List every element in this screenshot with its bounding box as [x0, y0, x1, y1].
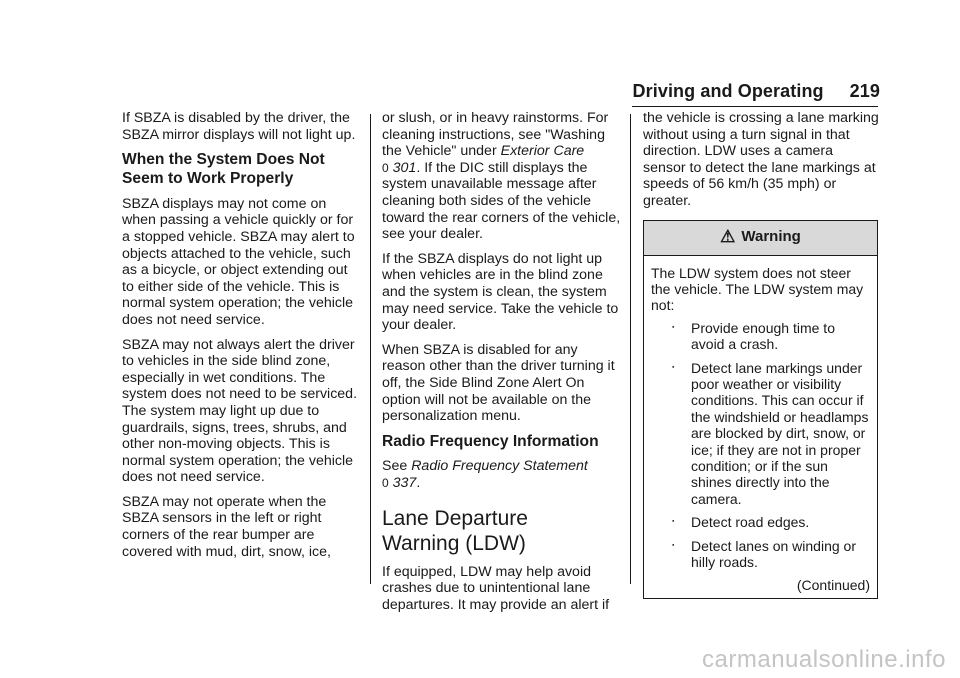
bullet-icon: ‧	[671, 513, 676, 530]
text: See	[382, 458, 412, 475]
paragraph: SBZA may not always alert the driver to vehicles in the side blind zone, especially in wet conditions. The system does not need to be serviced. The system may light up due to guardrails, signs, trees, shrubs, and other non-moving objects. This is normal system operation; the vehicle does not need service.	[122, 336, 358, 486]
text: or slush, or in heavy rainstorms. For cleaning instructions, see "Washing the Vehicle" under	[382, 110, 609, 160]
bullet-icon: ‧	[671, 318, 676, 335]
list-item	[651, 360, 870, 508]
column-divider	[630, 114, 631, 584]
list-item	[651, 538, 870, 571]
paragraph: SBZA displays may not come on when passing a vehicle quickly or for a stopped vehicle. SBZA may alert to objects attached to the vehicle, such as a bicycle, or object extending out to either side of the vehicle. This is normal system operation; the vehicle does not need service.	[122, 195, 355, 328]
cross-reference-link[interactable]: Exterior Care	[500, 143, 585, 160]
column-1	[122, 110, 362, 568]
header-rule	[632, 106, 878, 107]
paragraph: When SBZA is disabled for any reason other than the driver turning it off, the Side Blind Zone Alert On option will not be available on the personalization menu.	[382, 341, 615, 425]
cross-reference-link[interactable]: Radio Frequency Statement	[411, 458, 588, 475]
column-divider	[370, 114, 371, 584]
heading-not-working: When the System Does Not Seem to Work Properly	[122, 151, 325, 187]
page-ref-number[interactable]: 301	[392, 159, 417, 176]
warning-list	[651, 320, 870, 571]
list-item	[651, 320, 870, 353]
page-ref-arrow-icon: 0	[382, 160, 389, 175]
paragraph: the vehicle is crossing a lane marking without using a turn signal in that direction. LDW uses a camera sensor to detect the lane markings at speeds of 56 km/h (35 mph) or greater.	[643, 110, 879, 209]
paragraph: If equipped, LDW may help avoid crashes due to unintentional lane departures. It may provide an alert if	[382, 563, 610, 613]
text: . If the DIC still displays the system unavailable message after cleaning both sides of the vehicle toward the rear corners of the vehicle, see your dealer.	[382, 159, 621, 243]
paragraph: If the SBZA displays do not light up when vehicles are in the blind zone and the system is clean, the system may need service. Take the vehicle to your dealer.	[382, 250, 619, 334]
column-3	[643, 110, 879, 599]
warning-title: Warning	[741, 228, 801, 246]
watermark-text: carmanualsonline.info	[702, 646, 946, 673]
continued-note: (Continued)	[796, 577, 870, 594]
warning-triangle-icon: ⚠	[720, 227, 736, 247]
paragraph: If SBZA is disabled by the driver, the SBZA mirror displays will not light up.	[122, 110, 356, 143]
list-item	[651, 514, 870, 530]
paragraph: SBZA may not operate when the SBZA sensors in the left or right corners of the rear bumper are covered with mud, dirt, snow, ice,	[122, 493, 331, 560]
page-number: 219	[849, 81, 880, 101]
list-item-text: Detect lanes on winding or hilly roads.	[691, 537, 856, 571]
page-header	[0, 81, 880, 102]
heading-ldw: Lane Departure Warning (LDW)	[382, 506, 528, 555]
page-ref-arrow-icon: 0	[382, 476, 389, 491]
page-ref-number[interactable]: 337	[392, 475, 417, 492]
column-2	[382, 110, 622, 621]
paragraph	[382, 458, 622, 491]
warning-box	[643, 220, 878, 599]
watermark	[0, 646, 960, 674]
section-title: Driving and Operating	[632, 81, 824, 101]
list-item-text: Detect road edges.	[691, 514, 810, 531]
warning-header	[644, 221, 877, 256]
bullet-icon: ‧	[671, 358, 676, 375]
list-item-text: Provide enough time to avoid a crash.	[691, 319, 835, 353]
bullet-icon: ‧	[671, 536, 676, 553]
warning-intro: The LDW system does not steer the vehicle. The LDW system may not:	[651, 264, 864, 314]
list-item-text: Detect lane markings under poor weather or visibility conditions. This can occur if the windshield or headlamps are blocked by dirt, snow, or ice; if they are not in proper condition; or if the sun shines directly into the camera.	[691, 359, 869, 507]
warning-body	[644, 256, 877, 598]
paragraph	[382, 110, 622, 243]
text: .	[416, 475, 421, 492]
heading-radio-frequency: Radio Frequency Information	[382, 432, 599, 450]
